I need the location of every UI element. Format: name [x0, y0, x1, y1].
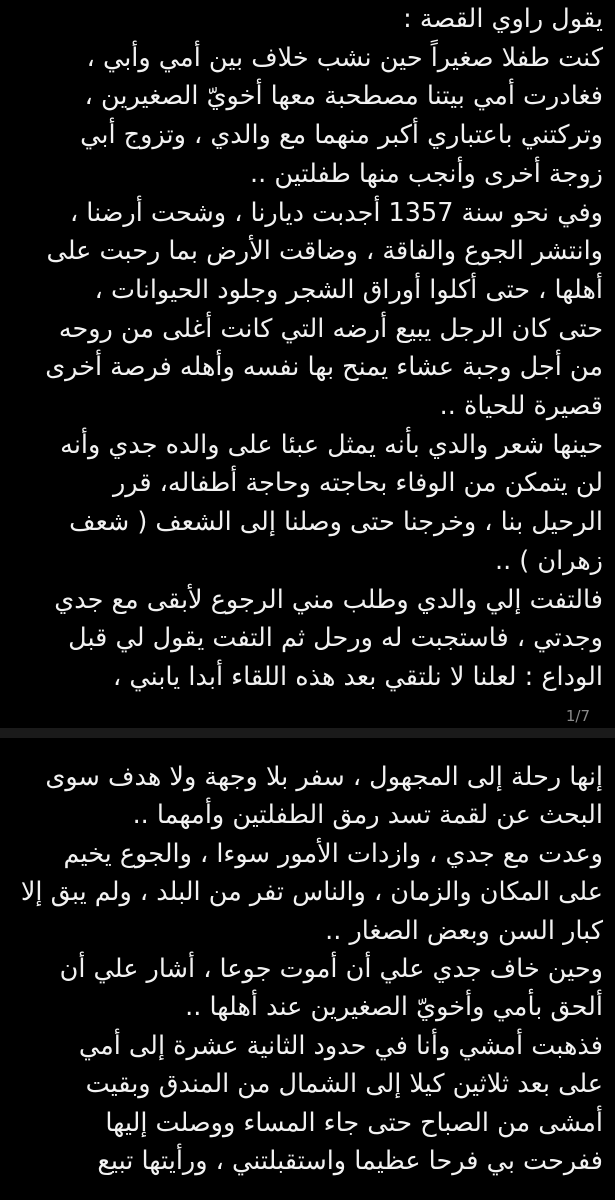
text-line: من أجل وجبة عشاء يمنح بها نفسه وأهله فرصة أخرى	[45, 352, 603, 383]
text-line: وعدت مع جدي ، وازدات الأمور سوءا ، والجوع يخيم	[63, 838, 603, 869]
text-line: لن يتمكن من الوفاء بحاجته وحاجة أطفاله، قرر	[112, 468, 603, 499]
text-line: أمشى من الصباح حتى جاء المساء ووصلت إليها	[105, 1107, 603, 1138]
text-line: الرحيل بنا ، وخرجنا حتى وصلنا إلى الشعف ( شعف	[69, 507, 603, 538]
text-line: فغادرت أمي بيتنا مصطحبة معها أخويّ الصغيرين ،	[84, 81, 603, 112]
text-line: حتى كان الرجل يبيع أرضه التي كانت أغلى من روحه	[58, 313, 603, 344]
text-line: ففرحت بي فرحا عظيما واستقبلتني ، ورأيتها تبيع	[97, 1146, 603, 1177]
text-line: وحين خاف جدي علي أن أموت جوعا ، أشار علي أن	[59, 954, 603, 985]
text-line: فذهبت أمشي وأنا في حدود الثانية عشرة إلى أمي	[78, 1030, 603, 1061]
text-line: ألحق بأمي وأخويّ الصغيرين عند أهلها ..	[185, 992, 603, 1023]
text-line: على بعد ثلاثين كيلا إلى الشمال من المندق وبقيت	[85, 1069, 603, 1100]
text-line: فالتفت إلي والدي وطلب مني الرجوع لأبقى مع جدي	[54, 584, 603, 615]
text-line: البحث عن لقمة تسد رمق الطفلتين وأمهما ..	[132, 800, 603, 831]
page-divider	[0, 728, 615, 738]
text-line: أهلها ، حتى أكلوا أوراق الشجر وجلود الحيوانات ،	[94, 274, 603, 305]
text-line: وفي نحو سنة 1357 أجدبت ديارنا ، وشحت أرضنا ،	[69, 197, 603, 228]
page-indicator: 1/7	[565, 707, 590, 725]
text-line: إنها رحلة إلى المجهول ، سفر بلا وجهة ولا هدف سوى	[45, 762, 603, 792]
text-line: كبار السن وبعض الصغار ..	[325, 915, 603, 946]
text-line: زوجة أخرى وأنجب منها طفلتين ..	[250, 158, 603, 189]
text-line: قصيرة للحياة ..	[439, 391, 603, 422]
text-line: زهران ) ..	[494, 545, 603, 576]
text-line: الوداع : لعلنا لا نلتقي بعد هذه اللقاء أبدا يابني ،	[113, 661, 603, 692]
text-line: يقول راوي القصة :	[403, 4, 603, 34]
text-line: وجدتي ، فاستجبت له ورحل ثم التفت يقول لي قبل	[68, 623, 603, 654]
story-page-2	[0, 738, 615, 1200]
text-line: وانتشر الجوع والفاقة ، وضاقت الأرض بما رحبت على	[46, 236, 603, 267]
text-line: على المكان والزمان ، والناس تفر من البلد ، ولم يبق إلا	[20, 877, 603, 908]
text-line: وتركتني باعتباري أكبر منهما مع والدي ، وتزوج أبي	[80, 120, 603, 151]
story-text-page-2	[0, 738, 615, 1180]
text-line: كنت طفلا صغيراً حين نشب خلاف بين أمي وأبي ،	[86, 42, 603, 73]
text-line: حينها شعر والدي بأنه يمثل عبئا على والده جدي وأنه	[60, 429, 603, 460]
